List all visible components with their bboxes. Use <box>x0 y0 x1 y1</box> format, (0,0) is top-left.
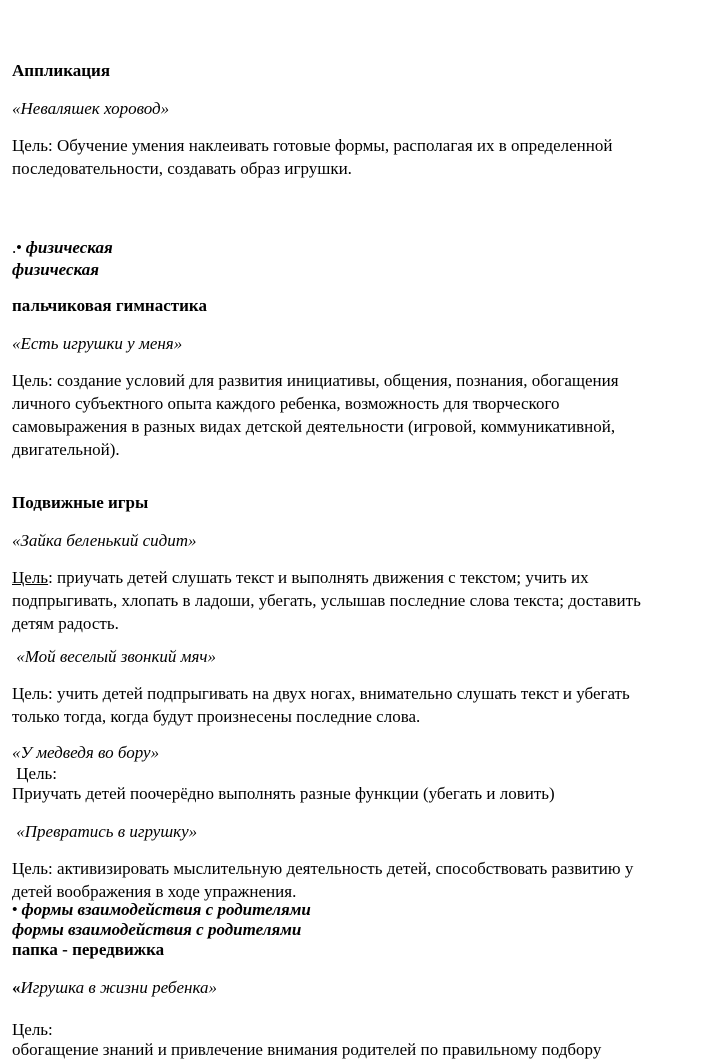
game3-goal: Приучать детей поочерёдно выполнять разные функции (убегать и ловить) <box>12 784 555 803</box>
physical-repeat: физическая <box>12 260 99 279</box>
games-heading: Подвижные игры <box>12 493 149 512</box>
bullet-icon: • <box>12 902 18 918</box>
game3-goal-label: Цель: <box>12 764 58 783</box>
game4-title: «Превратись в игрушку» <box>12 822 198 841</box>
finger-heading: пальчиковая гимнастика <box>12 296 207 315</box>
finger-title: «Есть игрушки у меня» <box>12 334 183 353</box>
game2-goal: Цель: учить детей подпрыгивать на двух ногах, внимательно слушать текст и убегать только тогда, когда будут произнесены последние слова. <box>12 684 630 726</box>
applique-goal: Цель: Обучение умения наклеивать готовые формы, располагая их в определенной последовательности, создавать образ игрушки. <box>12 136 613 178</box>
folder-heading: папка - передвижка <box>12 940 165 959</box>
folder-title <box>12 976 660 999</box>
applique-heading: Аппликация <box>12 61 111 80</box>
game4-goal: Цель: активизировать мыслительную деятельность детей, способствовать развитию у детей воображения в ходе упражнения. <box>12 859 634 901</box>
physical-bullet-label: физическая <box>21 238 113 257</box>
folder-goal: обогащение знаний и привлечение внимания родителей по правильному подбору <box>12 1040 602 1059</box>
applique-title: «Неваляшек хоровод» <box>12 99 170 118</box>
game1-title: «Зайка беленький сидит» <box>12 531 197 550</box>
bullet-icon: • <box>16 240 22 256</box>
parents-bullet-label: формы взаимодействия с родителями <box>17 900 311 919</box>
game1-goal-label: Цель <box>12 568 49 587</box>
folder-title-text: Игрушка в жизни ребенка» <box>20 978 217 997</box>
game1-goal <box>12 566 660 635</box>
bullet-prefix: . <box>12 238 17 257</box>
folder-goal-label: Цель: <box>12 1020 53 1039</box>
finger-goal: Цель: создание условий для развития инициативы, общения, познания, обогащения личного субъектного опыта каждого ребенка, возможность для творческого самовыражения в разных видах детской деятельности (игровой, коммуникативной, двигательной). <box>12 371 619 459</box>
folder-title-open: « <box>12 978 21 997</box>
game2-title: «Мой веселый звонкий мяч» <box>12 647 217 666</box>
game3-title: «У медведя во бору» <box>12 743 160 762</box>
parents-repeat: формы взаимодействия с родителями <box>12 920 302 939</box>
game1-goal-text: : приучать детей слушать текст и выполнять движения с текстом; учить их подпрыгивать, хлопать в ладоши, убегать, услышав последние слова текста; доставить детям радость. <box>12 568 641 633</box>
